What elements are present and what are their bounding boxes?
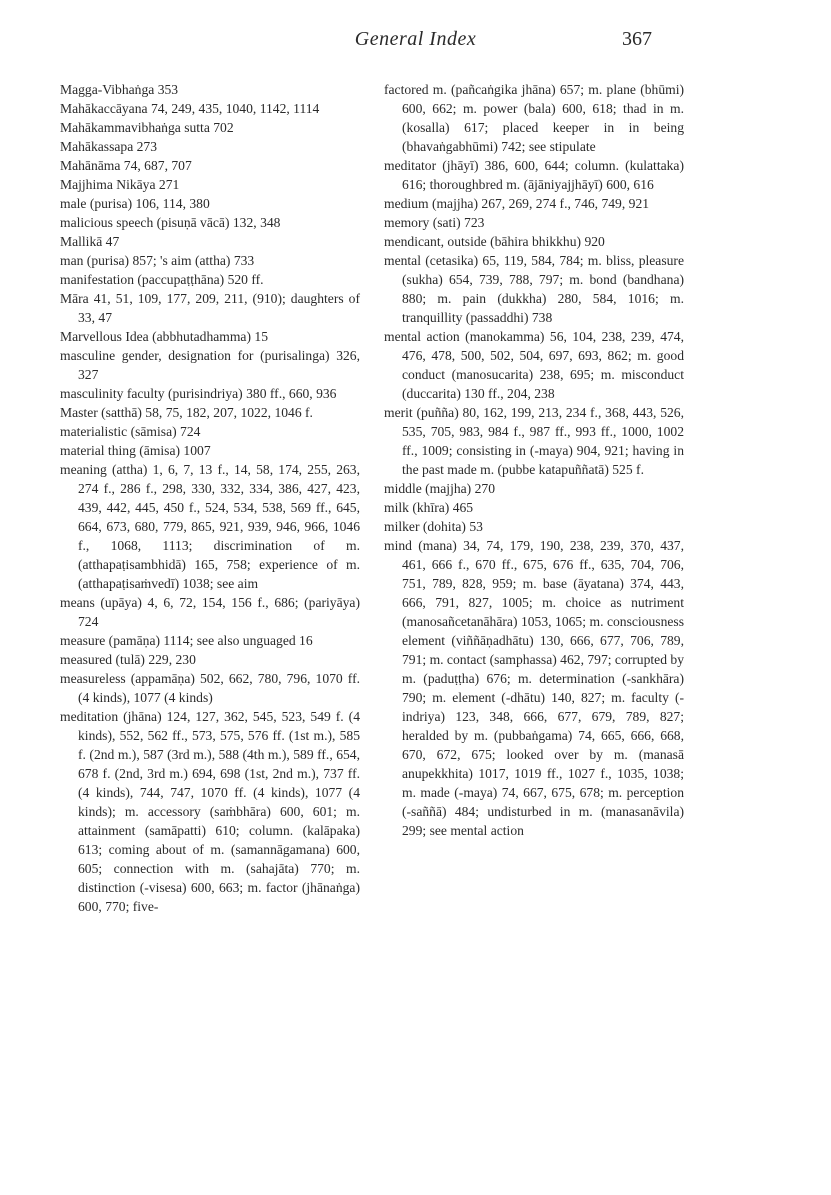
index-entry: factored m. (pañcaṅgika jhāna) 657; m. plane (bhūmi) 600, 662; m. power (bala) 600, 618; thad in m. (kosalla) 617; placed keeper in in being (bhavaṅgabhūmi) 742; see stipulate [384,82,684,154]
index-entry: mendicant, outside (bāhira bhikkhu) 920 [384,234,605,249]
index-entry: milker (dohita) 53 [384,519,483,534]
index-entry: masculinity faculty (purisindriya) 380 ff., 660, 936 [60,386,337,401]
index-entry: Mahākaccāyana 74, 249, 435, 1040, 1142, 1114 [60,101,320,116]
index-entry: Master (satthā) 58, 75, 182, 207, 1022, 1046 f. [60,405,313,420]
index-entry: masculine gender, designation for (purisalinga) 326, 327 [60,348,360,382]
index-entry: mental (cetasika) 65, 119, 584, 784; m. bliss, pleasure (sukha) 654, 739, 788, 797; m. bond (bandhana) 880; m. pain (dukkha) 280, 584, 1016; m. tranquillity (passaddhi) 738 [384,253,684,325]
index-entry: measureless (appamāṇa) 502, 662, 780, 796, 1070 ff. (4 kinds), 1077 (4 kinds) [60,671,360,705]
index-entry: meditation (jhāna) 124, 127, 362, 545, 523, 549 f. (4 kinds), 552, 562 ff., 573, 575, 576 ff. (1st m.), 585 f. (2nd m.), 587 (3rd m.), 588 (4th m.), 589 ff., 654, 678 f. (2nd, 3rd m.) 694, 698 (1st, 2nd m.), 737 ff. (4 kinds), 744, 747, 1070 ff. (4 kinds), 1077 (4 kinds); m. accessory (saṁbhāra) 600, 601; m. attainment (samāpatti) 610; column. (kalāpaka) 613; coming about of m. (samannāgamana) 600, 605; connection with m. (sahajāta) 770; m. distinction (-visesa) 600, 663; m. factor (jhānaṅga) 600, 770; five- [60,709,360,914]
index-entry: middle (majjha) 270 [384,481,495,496]
index-entry: medium (majjha) 267, 269, 274 f., 746, 749, 921 [384,196,650,211]
index-entry: meditator (jhāyī) 386, 600, 644; column. (kulattaka) 616; thoroughbred m. (ājāniyajjhāyī) 600, 616 [384,158,684,192]
index-entry: manifestation (paccupaṭṭhāna) 520 ff. [60,272,264,287]
index-entry: Mahākammavibhaṅga sutta 702 [60,120,234,135]
index-entry: milk (khīra) 465 [384,500,474,515]
index-entry: man (purisa) 857; 's aim (attha) 733 [60,253,255,268]
index-entry: Magga-Vibhaṅga 353 [60,82,179,97]
index-entry: mental action (manokamma) 56, 104, 238, 239, 474, 476, 478, 500, 502, 504, 697, 693, 862; m. good conduct (manosucarita) 238, 695; m. misconduct (duccarita) 130 ff., 204, 238 [384,329,684,401]
index-entry: materialistic (sāmisa) 724 [60,424,201,439]
index-entry: meaning (attha) 1, 6, 7, 13 f., 14, 58, 174, 255, 263, 274 f., 286 f., 298, 330, 332, 334, 386, 427, 423, 439, 442, 445, 450 f., 524, 534, 538, 569 ff., 645, 664, 673, 680, 779, 865, 921, 939, 946, 966, 1046 f., 1068, 1113; discrimination of m. (atthapaṭisambhidā) 165, 758; experience of m. (atthapaṭisaṁvedī) 1038; see aim [60,462,360,591]
index-entry: merit (puñña) 80, 162, 199, 213, 234 f., 368, 443, 526, 535, 705, 983, 984 f., 987 ff., 993 ff., 1000, 1002 ff., 1009; consisting in (-maya) 904, 921; having in the past made m. (pubbe katapuññatā) 525 f. [384,405,684,477]
index-entry: measure (pamāṇa) 1114; see also unguaged 16 [60,633,313,648]
left-column [60,80,360,916]
index-entry: malicious speech (pisuṇā vācā) 132, 348 [60,215,281,230]
index-entry: Mahākassapa 273 [60,139,158,154]
index-entry: mind (mana) 34, 74, 179, 190, 238, 239, 370, 437, 461, 666 f., 670 ff., 675, 676 ff., 635, 704, 706, 751, 789, 828, 959; m. base (āyatana) 374, 443, 666, 791, 827, 1005; m. choice as nutriment (manosañcetanāhāra) 1053, 1065; m. consciousness element (viññāṇadhātu) 130, 666, 677, 706, 789, 791; m. contact (samphassa) 462, 797; corrupted by m. (paduṭṭha) 676; m. determination (-sankhāra) 790; m. element (-dhātu) 140, 827; m. faculty (-indriya) 123, 348, 666, 677, 679, 789, 827; heralded by m. (pubbaṅgama) 74, 665, 666, 668, 670, 672, 675; looked over by m. (manasā anupekkhita) 1017, 1019 ff., 1027 f., 1035, 1038; m. made (-maya) 74, 667, 675, 678; m. perception (-saññā) 484; undisturbed in m. (manasanāvila) 299; see mental action [384,538,685,838]
index-entry: Majjhima Nikāya 271 [60,177,180,192]
index-entry: Marvellous Idea (abbhutadhamma) 15 [60,329,268,344]
index-entry: male (purisa) 106, 114, 380 [60,196,210,211]
index-entry: Mallikā 47 [60,234,120,249]
index-entry: memory (sati) 723 [384,215,485,230]
index-entry: Māra 41, 51, 109, 177, 209, 211, (910); daughters of 33, 47 [60,291,360,325]
index-entry: material thing (āmisa) 1007 [60,443,211,458]
running-header-title: General Index [354,28,477,50]
page-number: 367 [622,28,652,50]
index-entry: Mahānāma 74, 687, 707 [60,158,192,173]
right-column [384,80,684,840]
index-entry: measured (tulā) 229, 230 [60,652,196,667]
index-entry: means (upāya) 4, 6, 72, 154, 156 f., 686; (pariyāya) 724 [60,595,360,629]
